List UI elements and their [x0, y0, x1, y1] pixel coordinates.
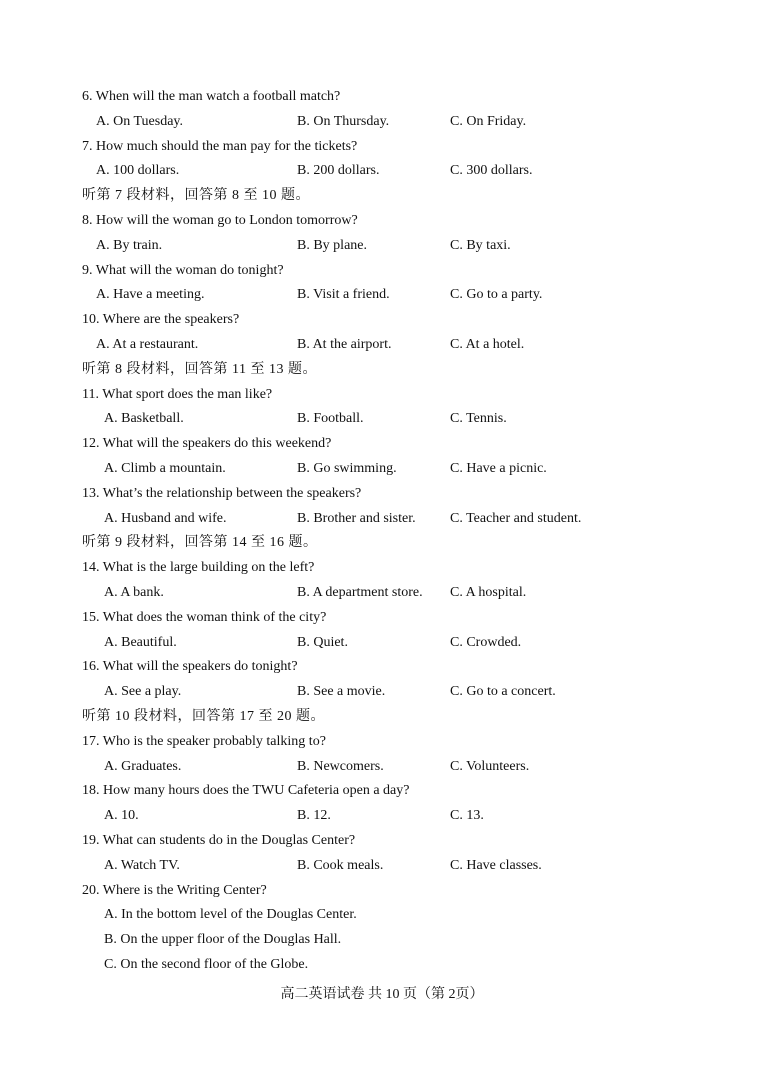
answer-option-a: A. In the bottom level of the Douglas Center. — [104, 907, 357, 923]
question-line — [0, 779, 764, 803]
question-line — [0, 879, 764, 903]
answer-option-b: B. Newcomers. — [297, 758, 384, 774]
answer-option-a: A. Climb a mountain. — [104, 461, 226, 476]
answer-option-b: B. At the airport. — [297, 337, 392, 352]
options-line — [0, 804, 764, 828]
answer-option-b: B. A department store. — [297, 585, 423, 600]
section-instruction-text: 听第 7 段材料，回答第 8 至 10 题。 — [82, 188, 310, 204]
answer-option-a: A. At a restaurant. — [96, 337, 199, 352]
question-text: 13. What’s the relationship between the speakers? — [82, 485, 362, 501]
answer-option-a: A. A bank. — [104, 585, 164, 600]
answer-option-b: B. Visit a friend. — [297, 287, 390, 303]
answer-option-b: B. 12. — [297, 808, 331, 824]
answer-option-b: B. Football. — [297, 411, 364, 427]
question-text: 11. What sport does the man like? — [82, 386, 273, 402]
question-line — [0, 383, 764, 407]
options-line — [0, 854, 764, 878]
options-line — [0, 407, 764, 431]
question-text: 14. What is the large building on the left? — [82, 560, 315, 576]
answer-option-a: A. Husband and wife. — [104, 510, 227, 526]
options-line — [0, 110, 764, 134]
option-line — [0, 928, 764, 952]
option-line — [0, 903, 764, 927]
answer-option-a: A. Have a meeting. — [96, 287, 205, 303]
question-text: 12. What will the speakers do this weekend? — [82, 436, 332, 452]
answer-option-c: C. 300 dollars. — [450, 163, 533, 179]
options-line — [0, 507, 764, 531]
answer-option-c: C. At a hotel. — [450, 337, 525, 352]
question-text: 10. Where are the speakers? — [82, 312, 240, 328]
section-instruction-text: 听第 9 段材料，回答第 14 至 16 题。 — [82, 535, 318, 551]
answer-option-c: C. On Friday. — [450, 113, 527, 129]
answer-option-a: A. Basketball. — [104, 411, 184, 427]
question-line — [0, 730, 764, 754]
section-instruction — [0, 705, 764, 729]
answer-option-a: A. See a play. — [104, 684, 182, 700]
options-line — [0, 283, 764, 307]
question-line — [0, 135, 764, 159]
answer-option-c: C. Tennis. — [450, 411, 507, 427]
question-line — [0, 209, 764, 233]
answer-option-c: C. Go to a party. — [450, 287, 543, 303]
question-line — [0, 556, 764, 580]
section-instruction — [0, 358, 764, 382]
section-instruction — [0, 184, 764, 208]
question-line — [0, 606, 764, 630]
question-text: 16. What will the speakers do tonight? — [82, 659, 298, 675]
answer-option-b: B. On the upper floor of the Douglas Hall. — [104, 932, 342, 948]
answer-option-a: A. 100 dollars. — [96, 163, 180, 179]
options-line — [0, 680, 764, 704]
question-text: 9. What will the woman do tonight? — [82, 262, 284, 278]
question-line — [0, 308, 764, 332]
answer-option-b: B. Quiet. — [297, 634, 348, 650]
answer-option-c: C. Volunteers. — [450, 758, 530, 774]
answer-option-c: C. Go to a concert. — [450, 684, 556, 700]
question-line — [0, 432, 764, 456]
answer-option-b: B. By plane. — [297, 237, 367, 253]
answer-option-a: A. On Tuesday. — [96, 113, 183, 129]
question-text: 8. How will the woman go to London tomorrow? — [82, 213, 358, 228]
answer-option-c: C. Crowded. — [450, 634, 522, 650]
answer-option-a: A. Watch TV. — [104, 857, 180, 873]
question-line — [0, 829, 764, 853]
options-line — [0, 755, 764, 779]
section-instruction-text: 听第 8 段材料，回答第 11 至 13 题。 — [82, 361, 317, 377]
question-text: 20. Where is the Writing Center? — [82, 882, 267, 898]
answer-option-c: C. Have a picnic. — [450, 461, 547, 476]
question-text: 15. What does the woman think of the city? — [82, 609, 327, 625]
options-line — [0, 581, 764, 605]
options-line — [0, 234, 764, 258]
question-text: 19. What can students do in the Douglas Center? — [82, 833, 356, 848]
answer-option-c: C. Teacher and student. — [450, 510, 582, 526]
answer-option-a: A. 10. — [104, 808, 139, 824]
answer-option-b: B. Go swimming. — [297, 461, 397, 476]
answer-option-c: C. By taxi. — [450, 237, 511, 253]
answer-option-b: B. Brother and sister. — [297, 510, 416, 526]
answer-option-c: C. Have classes. — [450, 857, 542, 873]
answer-option-b: B. 200 dollars. — [297, 163, 380, 179]
answer-option-b: B. See a movie. — [297, 684, 386, 700]
answer-option-a: A. By train. — [96, 237, 163, 253]
options-line — [0, 333, 764, 357]
page-footer: 高二英语试卷 共 10 页（第 2页） — [280, 987, 484, 1002]
question-text: 18. How many hours does the TWU Cafeteria open a day? — [82, 783, 410, 799]
question-line — [0, 482, 764, 506]
answer-option-c: C. On the second floor of the Globe. — [104, 957, 309, 972]
question-line — [0, 655, 764, 679]
question-line — [0, 259, 764, 283]
option-line — [0, 953, 764, 977]
answer-option-b: B. On Thursday. — [297, 113, 390, 129]
section-instruction-text: 听第 10 段材料，回答第 17 至 20 题。 — [82, 709, 325, 724]
options-line — [0, 457, 764, 481]
answer-option-a: A. Graduates. — [104, 758, 182, 774]
answer-option-c: C. A hospital. — [450, 585, 527, 600]
answer-option-b: B. Cook meals. — [297, 857, 384, 873]
question-text: 7. How much should the man pay for the tickets? — [82, 138, 358, 154]
answer-option-a: A. Beautiful. — [104, 634, 177, 650]
options-line — [0, 159, 764, 183]
options-line — [0, 631, 764, 655]
section-instruction — [0, 531, 764, 555]
question-text: 6. When will the man watch a football match? — [82, 89, 341, 104]
question-text: 17. Who is the speaker probably talking to? — [82, 733, 326, 749]
question-line — [0, 85, 764, 109]
answer-option-c: C. 13. — [450, 808, 484, 824]
